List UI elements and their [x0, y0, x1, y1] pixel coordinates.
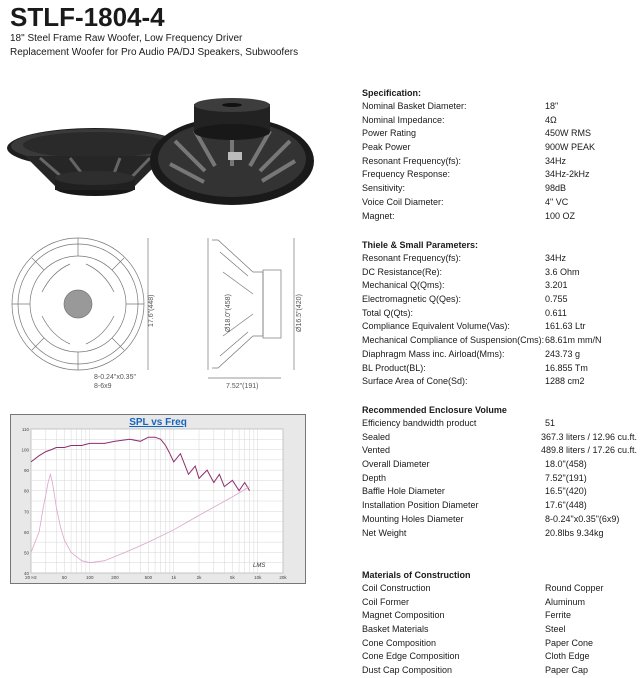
- materials-row: [362, 609, 637, 623]
- x-tick-label: 20k: [279, 575, 287, 580]
- woofer-product-photo: [0, 96, 320, 211]
- enclosure-section: [362, 403, 637, 540]
- spec-label: Coil Former: [362, 596, 410, 607]
- spec-label: Surface Area of Cone(Sd):: [362, 376, 468, 387]
- thiele_small-row: [362, 375, 637, 389]
- enclosure-row: [362, 444, 637, 458]
- spec-value: Steel: [545, 624, 566, 635]
- materials-section: [362, 568, 637, 678]
- spec-value: Paper Cone: [545, 637, 594, 648]
- spec-label: Installation Position Diameter: [362, 500, 479, 511]
- spec-value: 20.8lbs 9.34kg: [545, 527, 604, 538]
- spec-label: Voice Coil Diameter:: [362, 196, 444, 207]
- product-model-title: STLF-1804-4: [10, 2, 165, 32]
- spec-label: Baffle Hole Diameter: [362, 486, 445, 497]
- specification-row: [362, 168, 637, 182]
- spec-value: Paper Cap: [545, 665, 589, 676]
- enclosure-row: [362, 499, 637, 513]
- spec-label: Electromagnetic Q(Qes):: [362, 294, 462, 305]
- enclosure-row: [362, 431, 637, 445]
- spec-value: 68.61m mm/N: [545, 335, 602, 346]
- spec-label: Frequency Response:: [362, 169, 451, 180]
- enclosure-row: [362, 527, 637, 541]
- materials-row: [362, 582, 637, 596]
- woofer-back-view: [150, 98, 314, 205]
- basket-diameter-label: Ø18.0"(458): [225, 294, 232, 332]
- spec-value: 1288 cm2: [545, 376, 585, 387]
- y-tick-label: 110: [21, 427, 29, 432]
- spec-value: 16.855 Tm: [545, 362, 588, 373]
- spec-label: Compliance Equivalent Volume(Vas):: [362, 321, 510, 332]
- side-view-drawing: [208, 238, 294, 378]
- spec-value: 100 OZ: [545, 210, 576, 221]
- materials-title: Materials of Construction: [362, 570, 471, 580]
- x-tick-label: 5k: [230, 575, 235, 580]
- y-tick-label: 80: [23, 488, 29, 494]
- spec-label: Coil Construction: [362, 583, 431, 593]
- subtitle-line-1: 18" Steel Frame Raw Woofer, Low Frequency Driver: [10, 33, 243, 44]
- x-tick-label: 50: [61, 575, 67, 580]
- chart-title: SPL vs Freq: [129, 417, 187, 428]
- materials-row: [362, 623, 637, 637]
- thiele_small-row: [362, 362, 637, 376]
- spec-label: Cone Edge Composition: [362, 651, 460, 662]
- thiele_small-row: [362, 307, 637, 321]
- spec-label: Dust Cap Composition: [362, 665, 453, 676]
- spec-value: 0.755: [545, 294, 568, 305]
- spec-value: 18.0"(458): [545, 459, 587, 470]
- front-view-drawing: [12, 238, 148, 370]
- spec-value: 489.8 liters / 17.26 cu.ft.: [540, 445, 637, 456]
- spec-label: Depth: [362, 472, 387, 483]
- product-subtitle: [10, 32, 298, 60]
- enclosure-row: [362, 458, 637, 472]
- spec-value: Ferrite: [545, 610, 572, 621]
- specification-row: [362, 127, 637, 141]
- x-tick-label: 500: [144, 575, 153, 580]
- spec-label: Overall Diameter: [362, 459, 430, 470]
- thiele_small-row: [362, 279, 637, 293]
- enclosure-title: Recommended Enclosure Volume: [362, 405, 507, 415]
- thiele_small-row: [362, 266, 637, 280]
- spec-value: 18": [545, 101, 559, 111]
- enclosure-row: [362, 485, 637, 499]
- spec-value: Cloth Edge: [545, 651, 590, 662]
- mounting-holes-label: 8-0.24"x0.35": [94, 374, 136, 381]
- spec-label: Vented: [362, 445, 391, 456]
- spec-value: 3.6 Ohm: [545, 266, 580, 277]
- thiele_small-row: [362, 334, 637, 348]
- x-tick-label: 100: [85, 575, 94, 580]
- spec-value: 8-0.24"x0.35"(6x9): [545, 513, 620, 524]
- spec-value: 367.3 liters / 12.96 cu.ft.: [540, 431, 637, 442]
- thiele-small-title: Thiele & Small Parameters:: [362, 240, 479, 250]
- x-tick-label: 2k: [196, 575, 202, 580]
- subtitle-line-2: Replacement Woofer for Pro Audio PA/DJ Speakers, Subwoofers: [10, 47, 299, 58]
- specification-section: [362, 86, 637, 223]
- specification-row: [362, 155, 637, 169]
- specification-row: [362, 114, 637, 128]
- specification-row: [362, 210, 637, 224]
- spec-label: Sealed: [362, 431, 391, 442]
- y-tick-label: 70: [23, 509, 29, 515]
- specification-row: [362, 196, 637, 210]
- thiele-small-section: [362, 238, 637, 389]
- chart-plot: [11, 415, 305, 583]
- spec-label: Cone Composition: [362, 637, 437, 648]
- spec-label: Basket Materials: [362, 624, 429, 635]
- y-tick-label: 50: [23, 550, 29, 556]
- enclosure-row: [362, 417, 637, 431]
- spec-value: 161.63 Ltr: [545, 321, 586, 332]
- spec-value: 17.6"(448): [545, 500, 587, 511]
- x-tick-label: 20 Hz: [25, 575, 37, 580]
- specification-row: [362, 100, 637, 114]
- spec-value: 51: [545, 418, 556, 428]
- thiele_small-row: [362, 293, 637, 307]
- y-tick-label: 100: [21, 447, 29, 453]
- spec-value: 0.611: [545, 307, 567, 318]
- spec-value: Round Copper: [545, 583, 604, 593]
- spec-label: Mounting Holes Diameter: [362, 513, 464, 524]
- materials-row: [362, 650, 637, 664]
- spec-label: Resonant Frequency(fs):: [362, 155, 462, 166]
- spec-label: Mechanical Q(Qms):: [362, 280, 445, 291]
- spec-label: BL Product(BL):: [362, 362, 426, 373]
- spec-label: Nominal Basket Diameter:: [362, 101, 467, 111]
- spec-label: DC Resistance(Re):: [362, 266, 443, 277]
- enclosure-row: [362, 513, 637, 527]
- spec-label: Magnet Composition: [362, 610, 445, 621]
- spec-value: 34Hz: [545, 155, 567, 166]
- specification-row: [362, 182, 637, 196]
- spec-value: 7.52"(191): [545, 472, 587, 483]
- depth-label: 7.52"(191): [226, 383, 259, 390]
- spec-value: 243.73 g: [545, 348, 581, 359]
- spec-label: Nominal Impedance:: [362, 114, 445, 125]
- materials-row: [362, 596, 637, 610]
- x-tick-label: 1k: [171, 575, 177, 580]
- spec-label: Total Q(Qts):: [362, 307, 414, 318]
- spl-vs-freq-chart: [10, 414, 306, 584]
- spec-label: Sensitivity:: [362, 183, 406, 194]
- y-tick-label: 40: [23, 571, 29, 576]
- spec-value: 4Ω: [545, 114, 557, 125]
- spec-label: Diaphragm Mass inc. Airload(Mms):: [362, 348, 505, 359]
- spec-value: 3.201: [545, 280, 568, 291]
- spec-label: Magnet:: [362, 210, 395, 221]
- spec-label: Resonant Frequency(fs):: [362, 253, 462, 263]
- y-tick-label: 90: [23, 468, 29, 474]
- thiele_small-row: [362, 348, 637, 362]
- specification-row: [362, 141, 637, 155]
- spec-value: Aluminum: [545, 596, 586, 607]
- mounting-holes-count-label: 8-6x9: [94, 383, 112, 390]
- spec-label: Power Rating: [362, 128, 417, 139]
- spec-value: 34Hz: [545, 253, 567, 263]
- spec-label: Efficiency bandwidth product: [362, 418, 477, 428]
- spec-value: 98dB: [545, 183, 567, 194]
- spec-value: 900W PEAK: [545, 142, 596, 153]
- woofer-dimension-drawing: [8, 232, 318, 392]
- overall-diameter-label: 17.6"(448): [148, 294, 155, 327]
- baffle-diameter-label: Ø16.5"(420): [296, 294, 303, 332]
- specification-title: Specification:: [362, 88, 422, 98]
- materials-row: [362, 637, 637, 651]
- thiele_small-row: [362, 252, 637, 266]
- y-tick-label: 60: [23, 529, 29, 535]
- spec-label: Peak Power: [362, 142, 411, 153]
- x-tick-label: 200: [111, 575, 119, 580]
- spec-value: 16.5"(420): [545, 486, 587, 497]
- spec-label: Mechanical Compliance of Suspension(Cms):: [362, 335, 545, 346]
- x-tick-label: 10k: [254, 575, 262, 580]
- chart-watermark: LMS: [253, 563, 266, 569]
- thiele_small-row: [362, 320, 637, 334]
- spec-value: 450W RMS: [545, 128, 592, 139]
- spec-value: 4" VC: [545, 196, 569, 207]
- spec-label: Net Weight: [362, 527, 407, 538]
- spec-value: 34Hz-2kHz: [545, 169, 590, 180]
- enclosure-row: [362, 472, 637, 486]
